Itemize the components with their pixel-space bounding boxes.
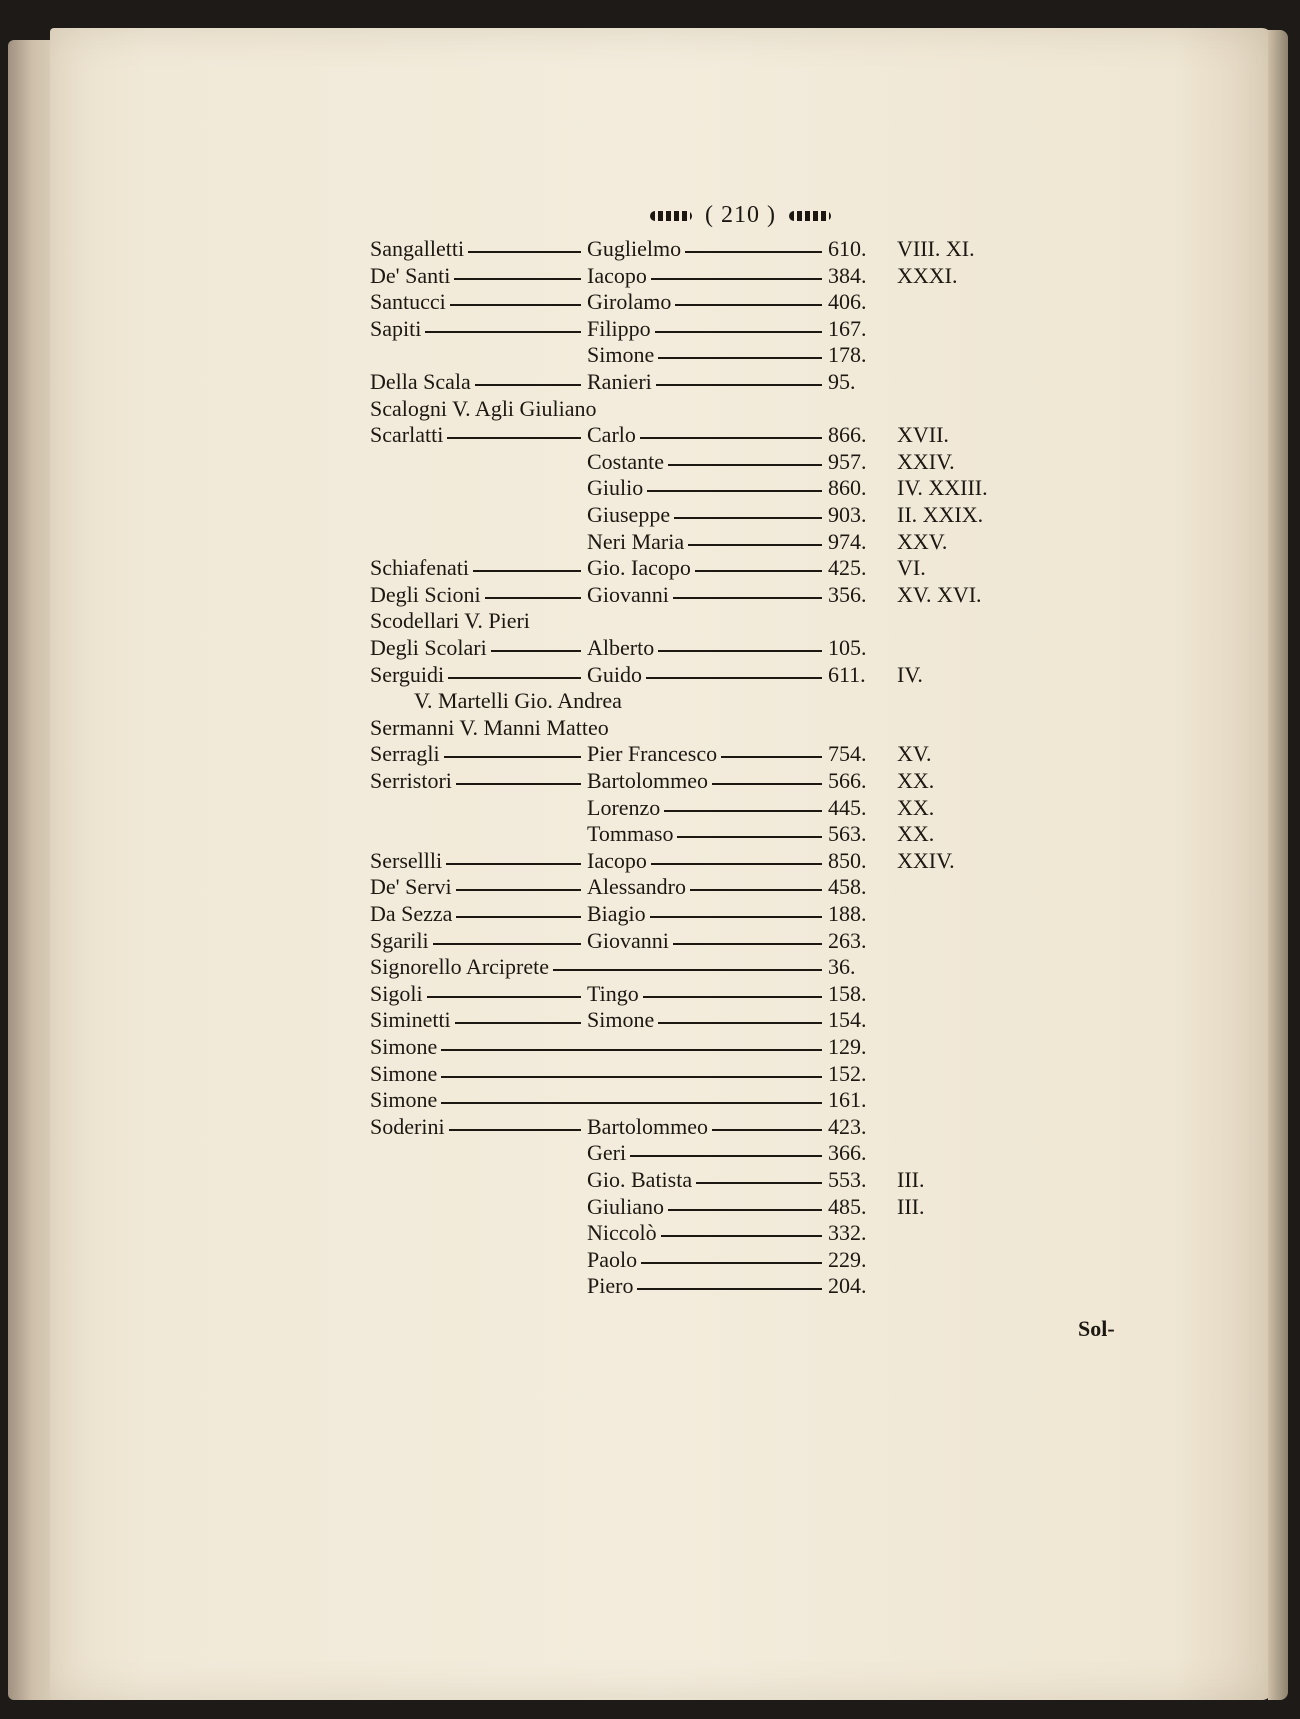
surname: Della Scala <box>370 369 471 394</box>
leader-dash <box>468 251 581 253</box>
surname: Scarlatti <box>370 422 444 448</box>
entry-number: 154. <box>828 1007 867 1033</box>
leader-dash <box>491 650 581 652</box>
index-row <box>0 768 1000 794</box>
given-name: Ranieri <box>587 369 652 394</box>
index-row <box>0 582 1000 608</box>
entry-refs: II. XXIX. <box>897 502 984 527</box>
leader-dash <box>456 916 581 918</box>
leader-dash <box>641 1262 822 1264</box>
leader-dash <box>475 384 581 386</box>
entry-number: 188. <box>828 901 867 926</box>
leader-dash <box>712 1129 822 1131</box>
surname: Serristori <box>370 768 452 793</box>
entry-refs: XX. <box>897 794 935 820</box>
given-name: Paolo <box>587 1246 638 1272</box>
entry-number: 366. <box>828 1140 867 1166</box>
surname: Sangalletti <box>370 236 465 261</box>
surname: V. Martelli Gio. Andrea <box>414 688 622 714</box>
surname: Santucci <box>370 289 446 315</box>
surname: Sersellli <box>370 847 443 873</box>
given-name: Giuliano <box>587 1193 664 1219</box>
leader-dash <box>441 1049 822 1051</box>
entry-number: 161. <box>828 1087 867 1113</box>
entry-number: 850. <box>828 847 867 873</box>
index-row <box>0 608 1000 634</box>
given-name: Iacopo <box>587 847 647 873</box>
index-row <box>0 1061 1000 1087</box>
index-row <box>0 741 1000 767</box>
index-row <box>0 502 1000 528</box>
entry-refs: XVII. <box>897 422 949 448</box>
given-name: Giovanni <box>587 927 669 953</box>
given-name: Pier Francesco <box>587 741 718 767</box>
entry-number: 167. <box>828 315 867 341</box>
entry-number: 36. <box>828 954 856 980</box>
book-edge-right <box>1268 30 1288 1700</box>
index-row <box>0 369 1000 395</box>
entry-number: 356. <box>828 581 867 607</box>
ornament-left-icon <box>650 211 692 221</box>
entry-number: 425. <box>828 555 867 581</box>
index-row <box>0 316 1000 342</box>
leader-dash <box>454 278 581 280</box>
index-row <box>0 954 1000 980</box>
surname: Simone <box>370 1034 438 1059</box>
entry-number: 204. <box>828 1273 867 1299</box>
index-row <box>0 422 1000 448</box>
leader-dash <box>685 251 822 253</box>
leader-dash <box>677 836 822 838</box>
entry-number: 974. <box>828 528 867 554</box>
given-name: Simone <box>587 342 655 368</box>
index-row <box>0 236 1000 262</box>
index-row <box>0 263 1000 289</box>
entry-number: 384. <box>828 262 867 288</box>
catchword: Sol- <box>1078 1316 1115 1341</box>
leader-dash <box>450 304 581 306</box>
index-row <box>0 662 1000 688</box>
leader-dash <box>675 304 822 306</box>
entry-refs: XX. <box>897 821 935 847</box>
surname: Degli Scioni <box>370 581 481 607</box>
leader-dash <box>456 889 581 891</box>
leader-dash <box>658 357 822 359</box>
entry-number: 903. <box>828 502 867 527</box>
entry-refs: XXV. <box>897 528 948 554</box>
index-row <box>0 1247 1000 1273</box>
leader-dash <box>448 677 581 679</box>
entry-number: 229. <box>828 1246 867 1272</box>
given-name: Bartolommeo <box>587 1113 708 1139</box>
entry-number: 263. <box>828 927 867 953</box>
index-row <box>0 1034 1000 1060</box>
leader-dash <box>446 863 581 865</box>
given-name: Niccolò <box>587 1220 657 1246</box>
index-row <box>0 396 1000 422</box>
entry-refs: VI. <box>897 555 926 581</box>
leader-dash <box>441 1076 822 1078</box>
surname: Soderini <box>370 1113 445 1139</box>
entry-number: 754. <box>828 741 867 767</box>
index-row <box>0 901 1000 927</box>
leader-dash <box>656 384 822 386</box>
leader-dash <box>673 597 822 599</box>
leader-dash <box>643 996 822 998</box>
given-name: Girolamo <box>587 289 672 315</box>
entry-refs: IV. XXIII. <box>897 475 988 501</box>
leader-dash <box>661 1235 822 1237</box>
surname: Sigoli <box>370 980 423 1006</box>
surname: Sgarili <box>370 927 429 953</box>
given-name: Tingo <box>587 980 639 1006</box>
entry-number: 866. <box>828 422 867 448</box>
index-row <box>0 635 1000 661</box>
given-name: Giovanni <box>587 581 669 607</box>
leader-dash <box>455 1022 581 1024</box>
surname: Serragli <box>370 741 440 767</box>
surname: Simone <box>370 1060 438 1086</box>
index-row <box>0 1007 1000 1033</box>
leader-dash <box>449 1129 581 1131</box>
index-row <box>0 289 1000 315</box>
leader-dash <box>456 783 581 785</box>
leader-dash <box>630 1155 822 1157</box>
given-name: Giulio <box>587 475 644 501</box>
index-row <box>0 555 1000 581</box>
leader-dash <box>637 1288 822 1290</box>
entry-number: 957. <box>828 448 867 474</box>
entry-number: 610. <box>828 236 867 261</box>
entry-number: 566. <box>828 768 867 793</box>
index-row <box>0 1114 1000 1140</box>
given-name: Filippo <box>587 315 651 341</box>
entry-number: 445. <box>828 794 867 820</box>
surname: Simone <box>370 1087 438 1113</box>
index-row <box>0 848 1000 874</box>
entry-number: 95. <box>828 369 856 394</box>
leader-dash <box>425 331 581 333</box>
leader-dash <box>427 996 581 998</box>
given-name: Gio. Batista <box>587 1167 693 1192</box>
given-name: Simone <box>587 1007 655 1033</box>
index-row <box>0 795 1000 821</box>
leader-dash <box>444 756 581 758</box>
given-name: Biagio <box>587 901 646 926</box>
surname: Sapiti <box>370 315 422 341</box>
entry-number: 105. <box>828 635 867 660</box>
leader-dash <box>655 331 822 333</box>
page-number: ( 210 ) <box>705 202 776 228</box>
surname: De' Servi <box>370 874 452 900</box>
index-row <box>0 342 1000 368</box>
index-row <box>0 475 1000 501</box>
index-row <box>0 688 1000 714</box>
surname: Sermanni V. Manni Matteo <box>370 714 609 740</box>
entry-number: 178. <box>828 342 867 368</box>
index-row <box>0 449 1000 475</box>
leader-dash <box>696 1182 822 1184</box>
surname: Signorello Arciprete <box>370 954 550 980</box>
leader-dash <box>695 570 822 572</box>
surname: Scodellari V. Pieri <box>370 608 530 634</box>
leader-dash <box>658 650 822 652</box>
entry-number: 406. <box>828 289 867 315</box>
entry-refs: XXXI. <box>897 262 958 288</box>
leader-dash <box>658 1022 822 1024</box>
index-row <box>0 529 1000 555</box>
leader-dash <box>433 943 581 945</box>
given-name: Giuseppe <box>587 502 671 527</box>
leader-dash <box>441 1102 822 1104</box>
entry-number: 129. <box>828 1034 867 1059</box>
entry-number: 563. <box>828 821 867 847</box>
entry-number: 158. <box>828 980 867 1006</box>
entry-refs: XV. XVI. <box>897 581 982 607</box>
entry-number: 458. <box>828 874 867 900</box>
index-row <box>0 1167 1000 1193</box>
entry-refs: IV. <box>897 661 923 687</box>
entry-number: 152. <box>828 1060 867 1086</box>
entry-refs: XXIV. <box>897 448 955 474</box>
leader-dash <box>485 597 581 599</box>
entry-number: 423. <box>828 1113 867 1139</box>
surname: De' Santi <box>370 262 451 288</box>
entry-refs: III. <box>897 1193 925 1219</box>
leader-dash <box>674 517 822 519</box>
index-row <box>0 1194 1000 1220</box>
ornament-right-icon <box>789 211 831 221</box>
given-name: Tommaso <box>587 821 674 847</box>
index-row <box>0 981 1000 1007</box>
page-header <box>650 202 850 232</box>
entry-number: 332. <box>828 1220 867 1246</box>
leader-dash <box>651 863 822 865</box>
index-row <box>0 874 1000 900</box>
surname: Siminetti <box>370 1007 451 1033</box>
leader-dash <box>664 810 822 812</box>
entry-refs: VIII. XI. <box>897 236 975 261</box>
given-name: Geri <box>587 1140 627 1166</box>
given-name: Costante <box>587 448 664 474</box>
given-name: Piero <box>587 1273 634 1299</box>
index-row <box>0 1273 1000 1299</box>
index-row <box>0 1220 1000 1246</box>
leader-dash <box>688 544 822 546</box>
entry-refs: III. <box>897 1167 925 1192</box>
index-row <box>0 821 1000 847</box>
given-name: Lorenzo <box>587 794 661 820</box>
leader-dash <box>646 677 822 679</box>
entry-refs: XX. <box>897 768 935 793</box>
leader-dash <box>668 1209 822 1211</box>
leader-dash <box>721 756 822 758</box>
leader-dash <box>690 889 822 891</box>
surname: Scalogni V. Agli Giuliano <box>370 395 597 421</box>
entry-number: 611. <box>828 661 866 687</box>
given-name: Bartolommeo <box>587 768 708 793</box>
given-name: Gio. Iacopo <box>587 555 691 581</box>
leader-dash <box>447 437 581 439</box>
given-name: Alessandro <box>587 874 686 900</box>
entry-refs: XV. <box>897 741 932 767</box>
given-name: Neri Maria <box>587 528 685 554</box>
index-row <box>0 1140 1000 1166</box>
surname: Serguidi <box>370 661 445 687</box>
leader-dash <box>712 783 822 785</box>
given-name: Alberto <box>587 635 655 660</box>
surname: Degli Scolari <box>370 635 487 660</box>
leader-dash <box>651 278 822 280</box>
leader-dash <box>553 969 822 971</box>
given-name: Iacopo <box>587 262 647 288</box>
entry-number: 553. <box>828 1167 867 1192</box>
given-name: Guglielmo <box>587 236 682 261</box>
surname: Da Sezza <box>370 901 453 926</box>
index-row <box>0 1087 1000 1113</box>
surname: Schiafenati <box>370 555 469 581</box>
entry-number: 860. <box>828 475 867 501</box>
leader-dash <box>473 570 581 572</box>
given-name: Guido <box>587 661 642 687</box>
entry-refs: XXIV. <box>897 847 955 873</box>
leader-dash <box>673 943 822 945</box>
leader-dash <box>647 490 822 492</box>
index-row <box>0 928 1000 954</box>
leader-dash <box>668 464 822 466</box>
entry-number: 485. <box>828 1193 867 1219</box>
leader-dash <box>650 916 822 918</box>
given-name: Carlo <box>587 422 636 448</box>
index-row <box>0 715 1000 741</box>
leader-dash <box>640 437 822 439</box>
